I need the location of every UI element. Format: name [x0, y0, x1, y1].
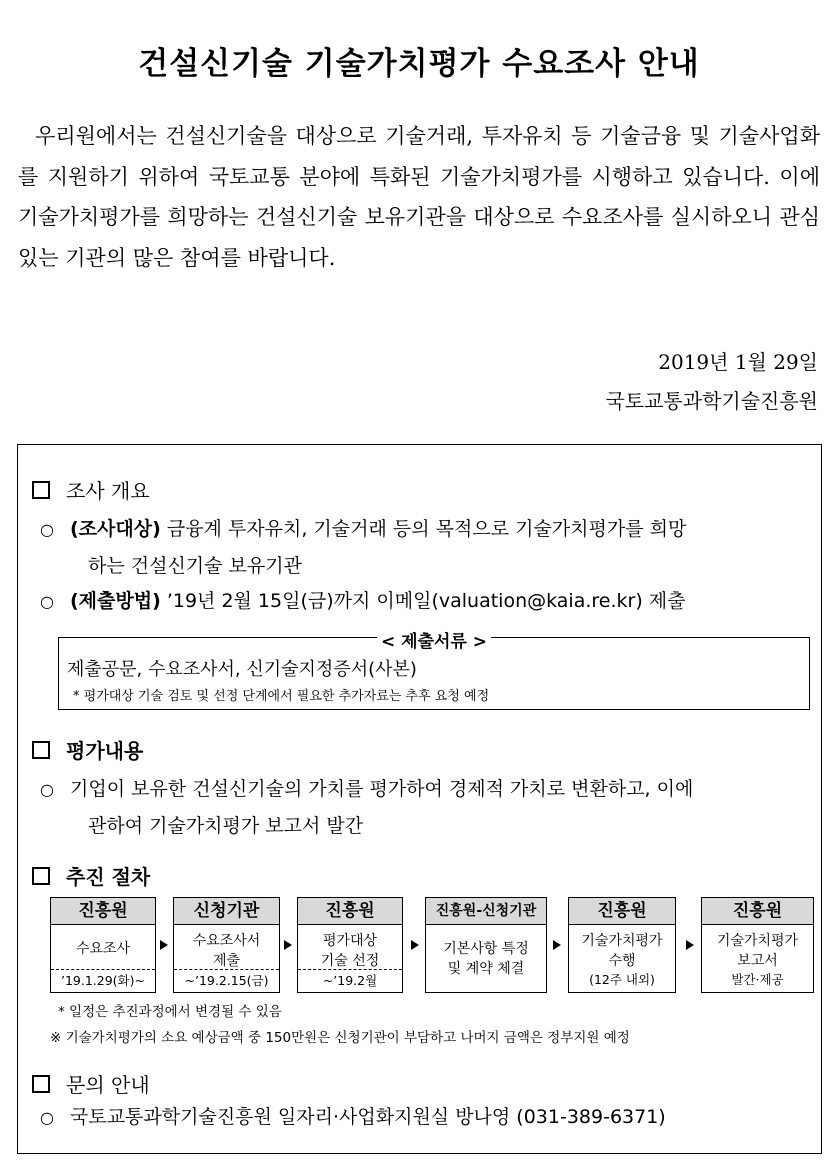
section-heading: 조사 개요 [66, 479, 150, 503]
step-body [174, 925, 279, 971]
circle-bullet-icon: ○ [40, 592, 54, 611]
step-date: ’19.1.29(화)~ [51, 969, 155, 992]
content-text [40, 771, 820, 845]
step-body [298, 925, 402, 971]
issuing-organization: 국토교통과학기술진흥원 [605, 389, 818, 413]
section-heading: 추진 절차 [66, 865, 151, 889]
step-body [426, 925, 546, 979]
step-body-line: 평가대상 [322, 933, 378, 949]
content-text-2: 관하여 기술가치평가 보고서 발간 [88, 815, 364, 837]
contact-text [40, 1099, 820, 1136]
target-label: (조사대상) [70, 518, 161, 540]
circle-bullet-icon: ○ [40, 1108, 54, 1127]
step-body-line: 수행 [608, 953, 636, 969]
docs-title-wrap [59, 627, 809, 652]
page-title: 건설신기술 기술가치평가 수요조사 안내 [138, 46, 700, 82]
process-note-cost: ※ 기술가치평가의 소요 예상금액 중 150만원은 신청기관이 부담하고 나머지 금액은 정부지원 예정 [50, 1030, 630, 1046]
process-note-schedule: * 일정은 추진과정에서 변경될 수 있음 [58, 1004, 282, 1020]
circle-bullet-icon: ○ [40, 780, 54, 799]
step-body-line: 기술가치평가 [716, 933, 799, 949]
overview-method [40, 583, 820, 620]
step-body [702, 925, 813, 971]
target-text-cont: 하는 건설신기술 보유기관 [88, 555, 302, 577]
target-text: 금융계 투자유치, 기술거래 등의 목적으로 기술가치평가를 희망 [160, 518, 687, 540]
docs-title: < 제출서류 > [377, 632, 491, 652]
step-head: 진흥원-신청기관 [426, 898, 546, 925]
step-body-line: 보고서 [737, 953, 778, 969]
step-head: 진흥원 [298, 898, 402, 925]
step-body-line: 수요조사서 [192, 933, 261, 949]
arrow-right-icon [411, 940, 419, 950]
step-body-line: 기술가치평가 [581, 933, 663, 949]
checkbox-square-icon [32, 867, 50, 885]
checkbox-square-icon [32, 741, 50, 759]
step-body-line: 및 계약 체결 [447, 961, 525, 977]
arrow-right-icon [284, 940, 292, 950]
step-1 [50, 897, 156, 993]
step-head: 신청기관 [174, 898, 279, 925]
step-4 [425, 897, 547, 993]
step-body-line: 제출 [212, 953, 241, 969]
info-box [17, 444, 822, 1154]
step-body-line: 기본사항 특정 [443, 941, 529, 957]
step-5 [568, 897, 676, 993]
step-date: ~’19.2월 [298, 969, 402, 992]
section-process [32, 861, 150, 890]
method-label: (제출방법) [70, 590, 161, 612]
issue-date: 2019년 1월 29일 [658, 350, 818, 374]
section-content [32, 735, 143, 764]
overview-target [40, 511, 820, 585]
method-text: ’19년 2월 15일(금)까지 이메일(valuation@kaia.re.kr) 제출 [160, 590, 686, 612]
docs-list: 제출공문, 수요조사서, 신기술지정증서(사본) [67, 659, 417, 680]
section-contact [32, 1069, 150, 1098]
process-steps [50, 897, 816, 993]
checkbox-square-icon [32, 1075, 50, 1093]
step-date: 발간·제공 [731, 972, 784, 987]
checkbox-square-icon [32, 481, 50, 499]
section-overview [32, 475, 150, 504]
intro-text: 우리원에서는 건설신기술을 대상으로 기술거래, 투자유치 등 기술금융 및 기술사업화를 지원하기 위하여 국토교통 분야에 특화된 기술가치평가를 시행하고 있습니다. 이에 기술가치평가를 희망하는 건설신기술 보유기관을 대상으로 수요조사를 실시하오니 관심있는 기관의 많은 참여를 바랍니다. [18, 124, 820, 270]
step-date: ~’19.2.15(금) [174, 969, 279, 992]
step-head: 진흥원 [51, 898, 155, 925]
circle-bullet-icon: ○ [40, 520, 54, 539]
section-heading: 평가내용 [66, 739, 144, 763]
docs-note: * 평가대상 기술 검토 및 선정 단계에서 필요한 추가자료는 추후 요청 예정 [73, 689, 490, 704]
section-heading: 문의 안내 [66, 1073, 150, 1097]
step-body-line: 수요조사 [75, 941, 131, 957]
content-text-1: 기업이 보유한 건설신기술의 가치를 평가하여 경제적 가치로 변환하고, 이에 [70, 778, 694, 800]
step-head: 진흥원 [569, 898, 675, 925]
arrow-right-icon [553, 940, 561, 950]
submission-docs-box [58, 632, 810, 710]
arrow-right-icon [160, 940, 168, 950]
step-body [569, 925, 675, 971]
step-head: 진흥원 [702, 898, 813, 925]
step-date: (12주 내외) [589, 972, 655, 987]
step-2 [173, 897, 280, 993]
step-6 [701, 897, 814, 993]
arrow-right-icon [686, 940, 694, 950]
step-3 [297, 897, 403, 993]
contact-info: 국토교통과학기술진흥원 일자리·사업화지원실 방나영 (031-389-6371) [70, 1106, 666, 1128]
step-body-line: 기술 선정 [320, 953, 380, 969]
intro-paragraph [18, 116, 820, 278]
step-body [51, 925, 155, 959]
